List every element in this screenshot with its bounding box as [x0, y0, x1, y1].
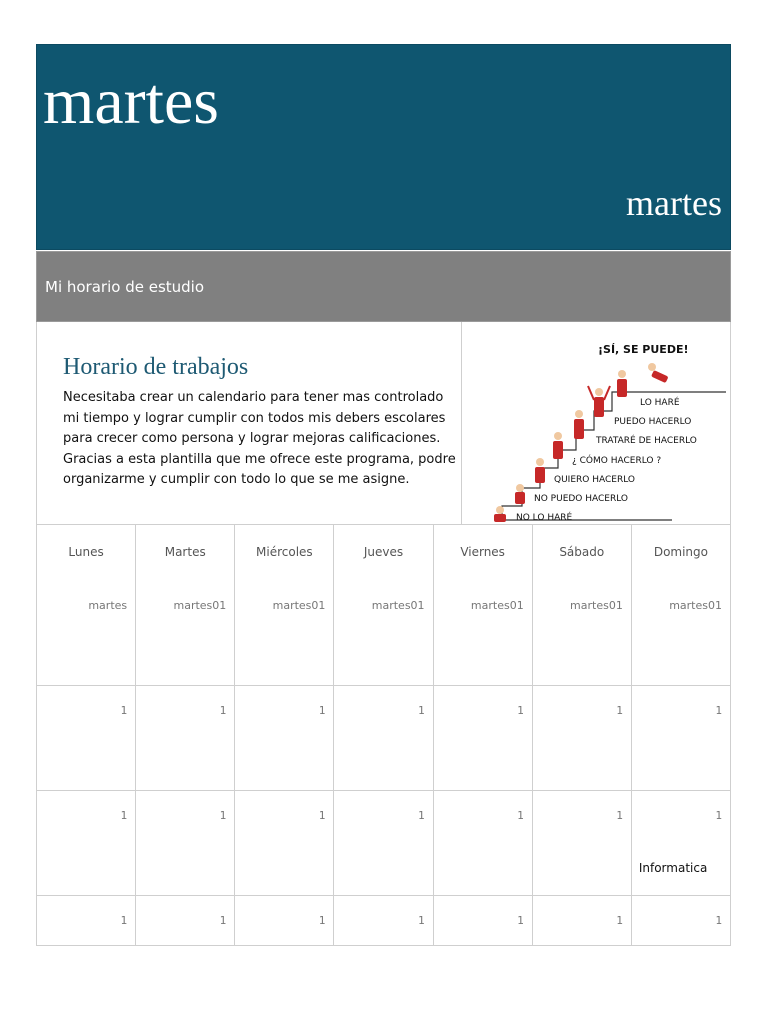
header-banner: [36, 44, 731, 250]
cell-number: 1: [715, 704, 722, 717]
day-name: Martes: [164, 545, 206, 559]
day-cell-miercoles: [235, 525, 334, 686]
cell-number: 1: [417, 704, 425, 717]
day-cell-sabado: [532, 525, 631, 686]
cell-number: 1: [517, 914, 524, 927]
motivation-illustration: [462, 322, 731, 524]
step-label: QUIERO HACERLO: [554, 475, 635, 485]
calendar-cell: [235, 791, 334, 896]
calendar-cell: [235, 896, 334, 946]
illustration-heading: ¡SÍ, SE PUEDE!: [598, 343, 689, 356]
calendar-cell: [433, 791, 532, 896]
day-value: martes01: [470, 599, 524, 612]
figure-person-7: [617, 370, 627, 397]
calendar-cell: [37, 686, 136, 791]
step-label: LO HARÉ: [640, 398, 680, 408]
cell-number: 1: [517, 704, 524, 717]
day-value: martes01: [371, 599, 425, 612]
cell-number: 1: [417, 809, 425, 822]
cell-number: 1: [417, 914, 425, 927]
calendar-cell: [532, 896, 631, 946]
calendar-cell: [136, 896, 235, 946]
day-cell-jueves: [334, 525, 433, 686]
calendar-cell: [631, 791, 730, 896]
section-band: [36, 251, 731, 322]
calendar-cell: [235, 686, 334, 791]
figure-person-8: [648, 363, 669, 383]
step-label: PUEDO HACERLO: [614, 417, 692, 427]
calendar-cell: [37, 791, 136, 896]
cell-number: 1: [219, 914, 227, 927]
day-cell-martes: [136, 525, 235, 686]
day-value: martes01: [669, 599, 722, 612]
intro-body: Necesitaba crear un calendario para tener mas controlado mi tiempo y lograr cumplir con todos mis debers escolares para crecer como persona y lograr mejoras calificaciones. Gracias a esta plantilla que me ofrece este programa, podre organizarme y cumplir con todo lo que se me asigne.: [63, 390, 456, 487]
cell-number: 1: [616, 809, 623, 822]
cell-number: 1: [120, 809, 128, 822]
calendar-event: Informatica: [638, 861, 708, 875]
day-name: Viernes: [460, 545, 505, 559]
intro-title: Horario de trabajos: [63, 354, 249, 380]
step-label: NO LO HARÉ: [516, 513, 573, 523]
calendar-cell: [631, 686, 730, 791]
cell-number: 1: [715, 914, 722, 927]
figure-person-6: [588, 386, 610, 417]
intro-block: [36, 322, 462, 524]
cell-number: 1: [616, 704, 623, 717]
cell-number: 1: [120, 704, 128, 717]
calendar-grid: [36, 524, 731, 946]
day-cell-lunes: [37, 525, 136, 686]
cell-number: 1: [318, 704, 326, 717]
step-label: NO PUEDO HACERLO: [534, 494, 629, 504]
step-label: ¿ CÓMO HACERLO ?: [572, 456, 662, 466]
figure-person-1: [494, 506, 506, 522]
day-name: Lunes: [68, 545, 104, 559]
day-value: martes01: [272, 599, 326, 612]
step-label: TRATARÉ DE HACERLO: [596, 436, 697, 446]
section-band-label: Mi horario de estudio: [45, 278, 205, 296]
cell-number: 1: [318, 809, 326, 822]
calendar-cell: [334, 791, 433, 896]
calendar-cell: [334, 686, 433, 791]
cell-number: 1: [318, 914, 326, 927]
calendar-cell: [532, 686, 631, 791]
cell-number: 1: [219, 704, 227, 717]
cell-number: 1: [517, 809, 524, 822]
calendar-cell: [136, 791, 235, 896]
calendar-cell: [37, 896, 136, 946]
calendar-cell: [433, 686, 532, 791]
calendar-cell: [631, 896, 730, 946]
figure-person-5: [574, 410, 584, 439]
day-cell-domingo: [631, 525, 730, 686]
cell-number: 1: [120, 914, 128, 927]
cell-number: 1: [616, 914, 623, 927]
figure-person-4: [553, 432, 563, 459]
page-title: martes: [43, 65, 219, 138]
day-name: Miércoles: [256, 545, 313, 559]
calendar-cell: [334, 896, 433, 946]
calendar-cell: [136, 686, 235, 791]
calendar-cell: [433, 896, 532, 946]
day-value: martes01: [173, 599, 227, 612]
day-cell-viernes: [433, 525, 532, 686]
staircase-illustration: [462, 322, 731, 524]
day-name: Domingo: [653, 545, 708, 559]
page-subtitle: martes: [626, 183, 722, 223]
day-value: martes01: [570, 599, 623, 612]
day-name: Sábado: [559, 545, 605, 559]
day-value: martes: [88, 599, 128, 612]
cell-number: 1: [715, 809, 722, 822]
figure-person-3: [535, 458, 545, 483]
calendar-cell: [532, 791, 631, 896]
cell-number: 1: [219, 809, 227, 822]
day-name: Jueves: [363, 545, 404, 559]
figure-person-2: [515, 484, 525, 504]
